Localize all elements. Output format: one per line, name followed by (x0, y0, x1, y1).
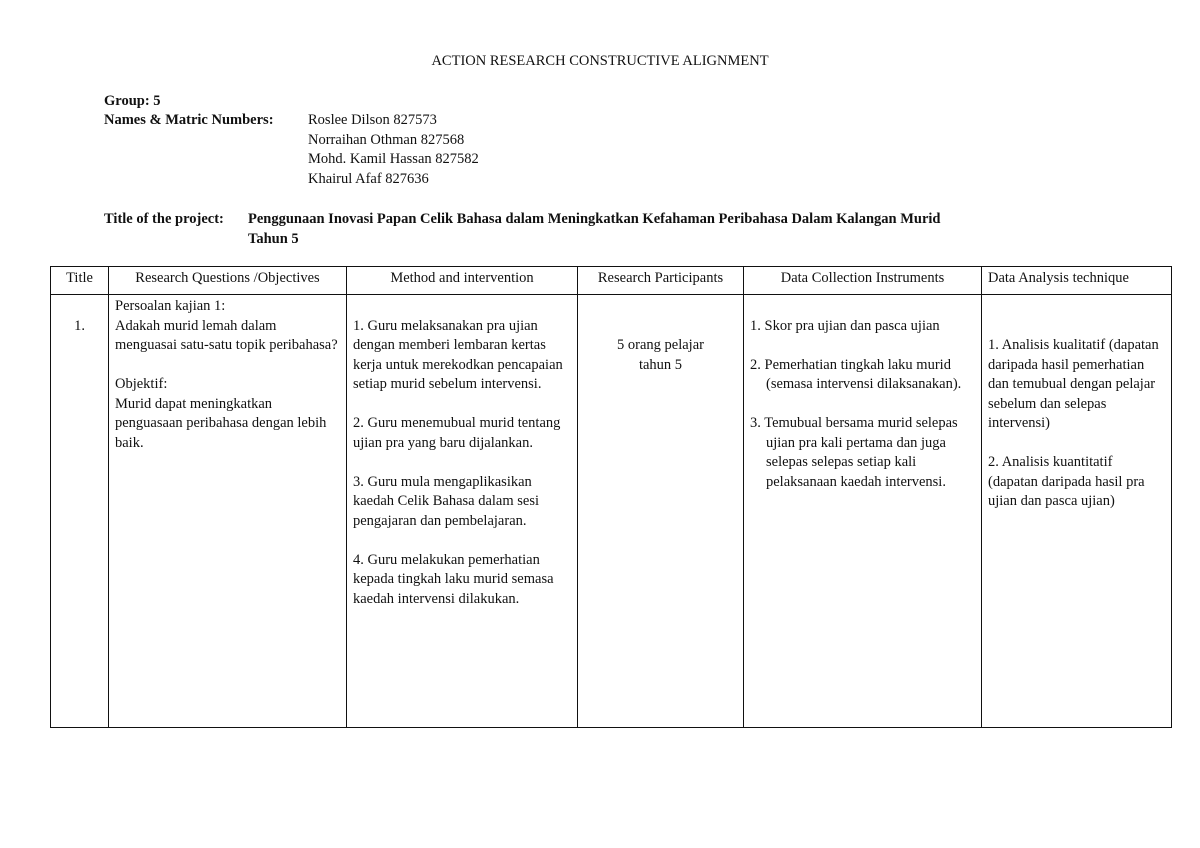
method-step: 3. Guru mula mengaplikasikan kaedah Celik Bahasa dalam sesi pengajaran dan pembelajaran. (353, 473, 540, 529)
document-title: ACTION RESEARCH CONSTRUCTIVE ALIGNMENT (431, 53, 769, 69)
participants-line: tahun 5 (638, 356, 683, 373)
cell-method (347, 295, 578, 728)
cell-research-questions (109, 295, 347, 728)
project-title-line: Penggunaan Inovasi Papan Celik Bahasa dalam Meningkatkan Kefahaman Peribahasa Dalam Kalangan Murid (248, 211, 941, 227)
header-title: Title (51, 267, 109, 295)
table-header-row (51, 267, 1172, 295)
instrument-item: 3. Temubual bersama murid selepas ujian pra kali pertama dan juga selepas selepas setiap kali pelaksanaan kaedah intervensi. (750, 415, 958, 490)
alignment-table (50, 266, 1172, 728)
table-row (51, 295, 1172, 728)
objective-heading: Objektif: (115, 376, 168, 392)
names-label: Names & Matric Numbers: (104, 112, 274, 128)
cell-instruments (744, 295, 982, 728)
member-name: Mohd. Kamil Hassan 827582 (308, 151, 479, 167)
instrument-item: 2. Pemerhatian tingkah laku murid (semasa intervensi dilaksanakan). (750, 356, 962, 392)
row-number: 1. (74, 317, 85, 334)
project-title (248, 210, 1098, 249)
objective-text: Murid dapat meningkatkan penguasaan peribahasa dengan lebih baik. (115, 395, 327, 451)
cell-analysis (982, 295, 1172, 728)
question-heading: Persoalan kajian 1: (115, 298, 226, 314)
names-list (308, 111, 479, 189)
header-analysis: Data Analysis technique (982, 267, 1172, 295)
member-name: Roslee Dilson 827573 (308, 112, 437, 128)
project-title-line: Tahun 5 (248, 230, 299, 247)
member-name: Norraihan Othman 827568 (308, 131, 465, 148)
header-method: Method and intervention (347, 267, 578, 295)
method-step: 1. Guru melaksanakan pra ujian dengan memberi lembaran kertas kerja untuk merekodkan pencapaian setiap murid sebelum intervensi. (353, 317, 563, 392)
member-name: Khairul Afaf 827636 (308, 170, 429, 187)
cell-participants (578, 295, 744, 728)
group-number: Group: 5 (104, 93, 161, 109)
participants-line: 5 orang pelajar (617, 337, 704, 353)
header-instruments: Data Collection Instruments (744, 267, 982, 295)
header-research-questions: Research Questions /Objectives (109, 267, 347, 295)
question-text: Adakah murid lemah dalam menguasai satu-satu topik peribahasa? (115, 317, 338, 353)
method-step: 2. Guru menemubual murid tentang ujian pra yang baru dijalankan. (353, 415, 561, 451)
analysis-item: 2. Analisis kuantitatif (dapatan daripada hasil pra ujian dan pasca ujian) (988, 454, 1145, 509)
cell-title (51, 295, 109, 728)
analysis-item: 1. Analisis kualitatif (dapatan daripada hasil pemerhatian dan temubual dengan pelajar sebelum dan selepas intervensi) (988, 337, 1159, 431)
project-label: Title of the project: (104, 211, 224, 227)
method-step: 4. Guru melakukan pemerhatian kepada tingkah laku murid semasa kaedah intervensi dilakukan. (353, 551, 554, 607)
header-participants: Research Participants (578, 267, 744, 295)
instrument-item: 1. Skor pra ujian dan pasca ujian (750, 317, 940, 334)
